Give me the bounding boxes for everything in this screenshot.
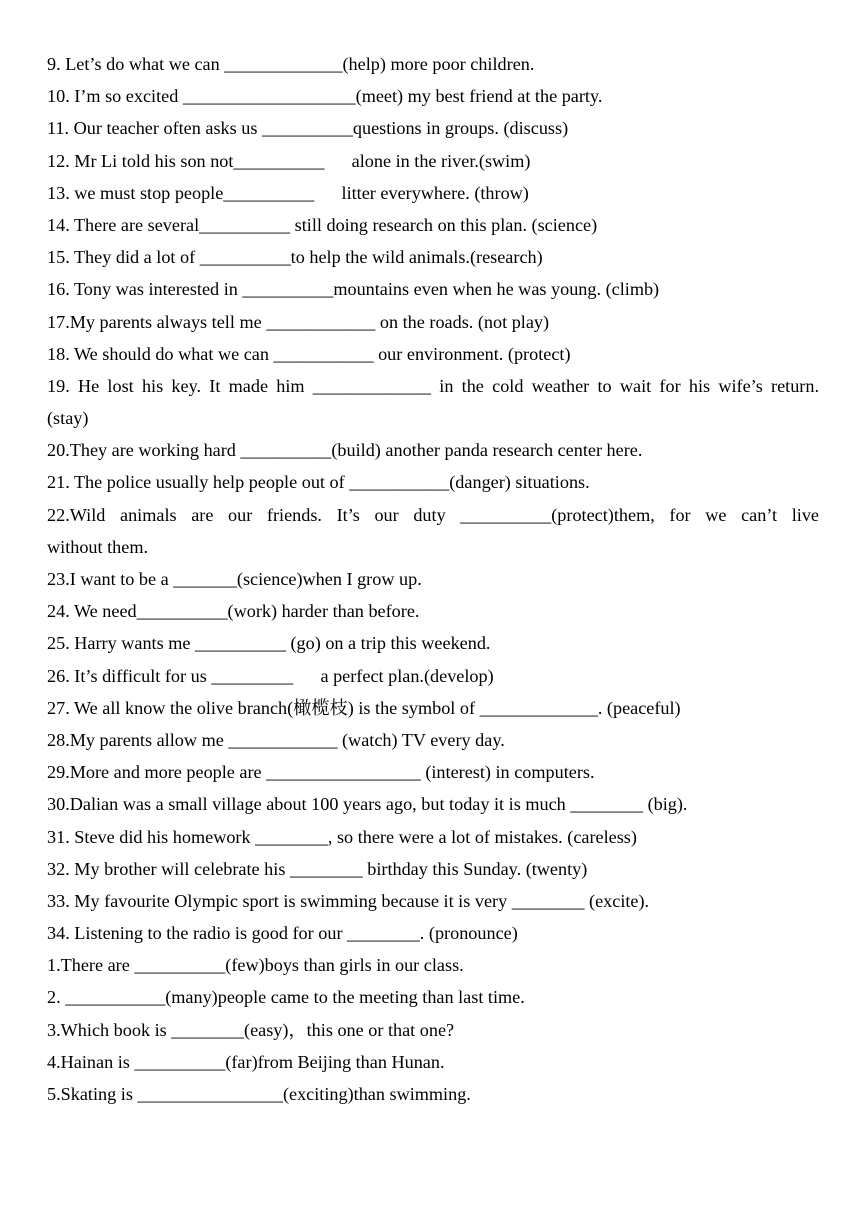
exercise-line: 21. The police usually help people out of ___________(danger) situations. xyxy=(47,472,590,493)
exercise-line: 3.Which book is ________(easy)，this one or that one? xyxy=(47,1019,455,1040)
exercise-line: 15. They did a lot of __________to help the wild animals.(research) xyxy=(47,247,543,268)
exercise-sheet xyxy=(47,48,819,1110)
exercise-line: 19. He lost his key. It made him _____________ in the cold weather to wait for his wife’s return. xyxy=(47,375,819,396)
exercise-line: 16. Tony was interested in __________mountains even when he was young. (climb) xyxy=(47,279,660,300)
exercise-line: 9. Let’s do what we can _____________(help) more poor children. xyxy=(47,54,535,74)
exercise-line: without them. xyxy=(47,536,149,557)
exercise-line: 4.Hainan is __________(far)from Beijing than Hunan. xyxy=(47,1051,445,1072)
exercise-line: 17.My parents always tell me ____________ on the roads. (not play) xyxy=(47,311,550,332)
exercise-line: 22.Wild animals are our friends. It’s our duty __________(protect)them, for we can’t live xyxy=(47,504,819,525)
exercise-line: 34. Listening to the radio is good for our ________. (pronounce) xyxy=(47,923,518,944)
exercise-line: 29.More and more people are _________________ (interest) in computers. xyxy=(47,762,595,783)
exercise-line: 28.My parents allow me ____________ (watch) TV every day. xyxy=(47,729,505,750)
exercise-line: 2. ___________(many)people came to the meeting than last time. xyxy=(47,987,525,1008)
exercise-line: 27. We all know the olive branch(橄榄枝) is the symbol of _____________. (peaceful) xyxy=(47,697,681,718)
exercise-line: 32. My brother will celebrate his ________ birthday this Sunday. (twenty) xyxy=(47,858,588,879)
exercise-line: 33. My favourite Olympic sport is swimming because it is very ________ (excite). xyxy=(47,890,650,911)
exercise-line: 18. We should do what we can ___________ our environment. (protect) xyxy=(47,343,571,364)
exercise-line: (stay) xyxy=(47,408,89,429)
exercise-line: 23.I want to be a _______(science)when I grow up. xyxy=(47,569,422,589)
exercise-line: 25. Harry wants me __________ (go) on a trip this weekend. xyxy=(47,633,491,654)
exercise-line: 30.Dalian was a small village about 100 years ago, but today it is much ________ (big). xyxy=(47,794,688,815)
exercise-line: 1.There are __________(few)boys than girls in our class. xyxy=(47,955,464,976)
exercise-line: 11. Our teacher often asks us __________questions in groups. (discuss) xyxy=(47,118,569,139)
exercise-line: 13. we must stop people__________ litter everywhere. (throw) xyxy=(47,182,529,203)
exercise-line: 12. Mr Li told his son not__________ alone in the river.(swim) xyxy=(47,150,531,171)
exercise-line: 26. It’s difficult for us _________ a perfect plan.(develop) xyxy=(47,665,494,686)
exercise-line: 20.They are working hard __________(build) another panda research center here. xyxy=(47,440,643,461)
exercise-line: 14. There are several__________ still doing research on this plan. (science) xyxy=(47,214,598,235)
exercise-line: 24. We need__________(work) harder than before. xyxy=(47,601,420,622)
exercise-line: 31. Steve did his homework ________, so there were a lot of mistakes. (careless) xyxy=(47,826,637,847)
exercise-line: 5.Skating is ________________(exciting)than swimming. xyxy=(47,1084,471,1104)
exercise-line: 10. I’m so excited ___________________(meet) my best friend at the party. xyxy=(47,86,603,107)
